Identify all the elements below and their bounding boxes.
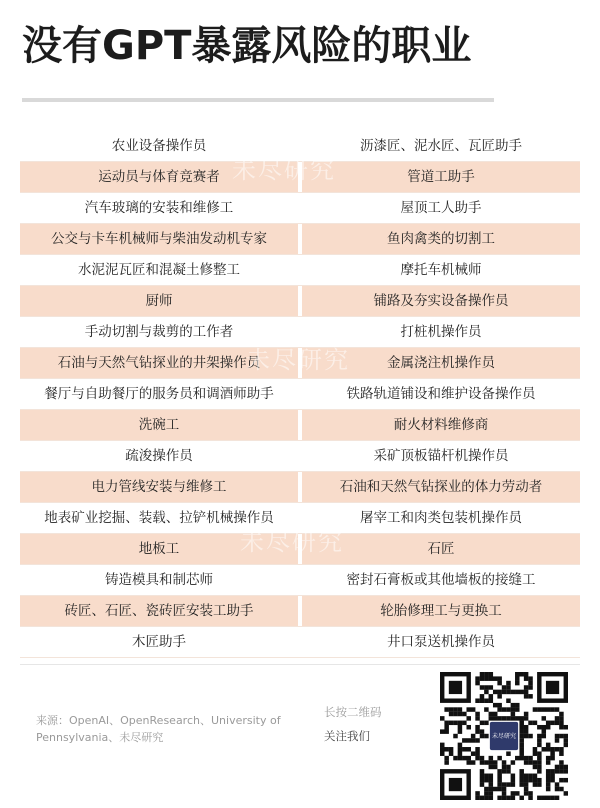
- page-title: 没有GPT暴露风险的职业: [22, 23, 472, 69]
- occupation-right: 金属浇注机操作员: [302, 348, 580, 378]
- table-row: [20, 627, 580, 658]
- watermark-bottom: 未尽研究: [240, 528, 344, 556]
- table-row: [20, 255, 580, 286]
- occupation-right: 轮胎修理工与更换工: [302, 596, 580, 626]
- occupation-left: 电力管线安装与维修工: [20, 472, 298, 502]
- occupation-right: 井口泵送机操作员: [387, 634, 495, 650]
- table-row: [20, 286, 580, 317]
- follow-line-1: 长按二维码: [324, 705, 382, 719]
- occupation-right: 管道工助手: [302, 162, 580, 192]
- occupation-right: 打桩机操作员: [400, 324, 482, 340]
- table-row: [20, 224, 580, 255]
- svg-text:未尽研究: 未尽研究: [491, 732, 517, 740]
- occupation-left: 厨师: [20, 286, 298, 316]
- follow-line-2: 关注我们: [324, 729, 370, 743]
- table-row: [20, 441, 580, 472]
- occupation-right: 屋顶工人助手: [400, 200, 482, 216]
- occupation-right: 摩托车机械师: [400, 262, 482, 278]
- qr-code-icon[interactable]: [440, 672, 568, 800]
- table-row: [20, 503, 580, 534]
- table-row: [20, 596, 580, 627]
- occupation-left: 农业设备操作员: [111, 138, 207, 154]
- table-row: [20, 317, 580, 348]
- table-bottom-divider: [20, 664, 580, 665]
- occupation-left: 水泥泥瓦匠和混凝土修整工: [78, 262, 240, 278]
- table-row: [20, 348, 580, 379]
- occupation-left: 砖匠、石匠、瓷砖匠安装工助手: [20, 596, 298, 626]
- occupation-left: 地表矿业挖掘、装载、拉铲机械操作员: [44, 510, 274, 526]
- occupation-right: 铺路及夯实设备操作员: [302, 286, 580, 316]
- watermark-top: 未尽研究: [232, 156, 336, 184]
- occupation-left: 木匠助手: [132, 634, 186, 650]
- title-divider: [22, 98, 494, 102]
- occupation-right: 鱼肉禽类的切割工: [302, 224, 580, 254]
- occupation-left: 餐厅与自助餐厅的服务员和调酒师助手: [44, 386, 274, 402]
- occupation-left: 公交与卡车机械师与柴油发动机专家: [20, 224, 298, 254]
- occupation-right: 铁路轨道铺设和维护设备操作员: [346, 386, 536, 402]
- occupation-right: 屠宰工和肉类包装机操作员: [360, 510, 522, 526]
- occupation-left: 石油与天然气钻探业的井架操作员: [20, 348, 298, 378]
- occupation-left: 运动员与体育竞赛者: [20, 162, 298, 192]
- watermark-middle: 未尽研究: [246, 346, 350, 374]
- occupation-left: 洗碗工: [20, 410, 298, 440]
- table-row: [20, 410, 580, 441]
- occupation-left: 手动切割与裁剪的工作者: [84, 324, 234, 340]
- table-row: [20, 565, 580, 596]
- table-row: [20, 534, 580, 565]
- occupation-right: 石油和天然气钻探业的体力劳动者: [302, 472, 580, 502]
- source-note: 来源：OpenAI、OpenResearch、University of Pennsylvania、未尽研究: [36, 714, 281, 744]
- table-row: [20, 162, 580, 193]
- occupation-left: 铸造模具和制芯师: [105, 572, 213, 588]
- occupation-right: 沥漆匠、泥水匠、瓦匠助手: [360, 138, 522, 154]
- table-row: [20, 472, 580, 503]
- occupation-left: 疏浚操作员: [125, 448, 193, 464]
- occupation-right: 密封石膏板或其他墙板的接缝工: [346, 572, 536, 588]
- occupation-right: 耐火材料维修商: [302, 410, 580, 440]
- occupation-right: 采矿顶板锚杆机操作员: [373, 448, 509, 464]
- occupation-right: 石匠: [302, 534, 580, 564]
- table-row: [20, 193, 580, 224]
- occupation-left: 地板工: [20, 534, 298, 564]
- occupation-left: 汽车玻璃的安装和维修工: [84, 200, 234, 216]
- occupation-table: [20, 131, 580, 665]
- table-row: [20, 379, 580, 410]
- follow-us: [324, 700, 382, 748]
- table-row: [20, 131, 580, 162]
